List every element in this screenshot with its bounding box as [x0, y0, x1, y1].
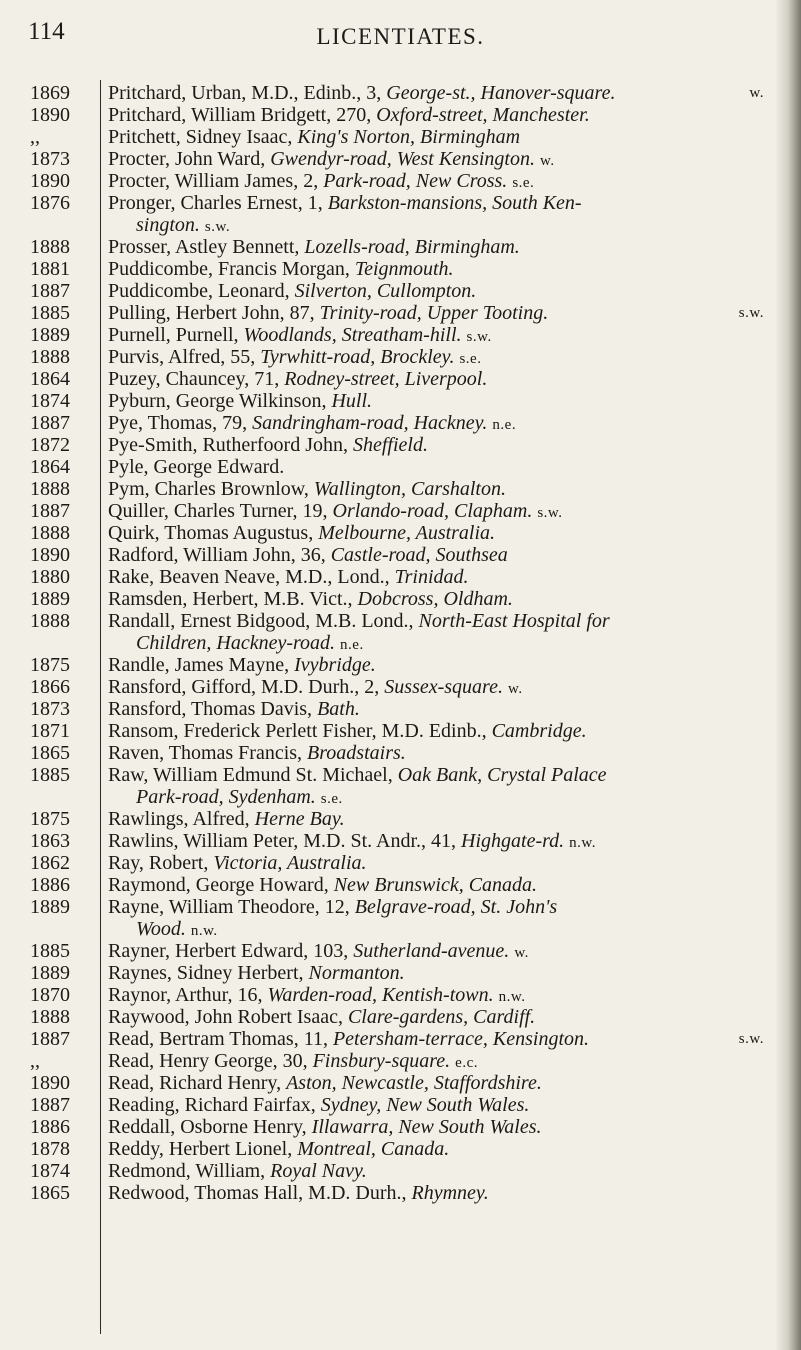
entry-name: Pritchett, Sidney Isaac, [108, 126, 293, 148]
entry-year: 1864 [30, 368, 70, 390]
entry-address: Gwendyr-road, West Kensington. [270, 148, 535, 170]
district-right: s.w. [738, 305, 764, 321]
entry-line [108, 104, 778, 126]
entry-address: Sydney, New South Wales. [320, 1094, 530, 1116]
year-gap [30, 214, 70, 236]
entry-year: ,, [30, 126, 40, 148]
entry-line [108, 1160, 778, 1182]
entry-year: 1880 [30, 566, 70, 588]
entry-year: 1871 [30, 720, 70, 742]
entry-year: 1869 [30, 82, 70, 104]
entry-line [108, 654, 778, 676]
entry-year: 1890 [30, 170, 70, 192]
entry-line [108, 258, 778, 280]
entry-line [108, 1050, 778, 1072]
entry-year: 1888 [30, 522, 70, 544]
entry-line [108, 676, 778, 698]
entry-year: 1889 [30, 896, 70, 918]
entry-year: 1888 [30, 478, 70, 500]
entry-address: Oak Bank, Crystal Palace [397, 764, 607, 786]
entry-address: Highgate-rd. [461, 830, 565, 852]
entry-address: Wallington, Carshalton. [313, 478, 506, 500]
entry-year: 1881 [30, 258, 70, 280]
entry-district: s.w. [466, 329, 492, 345]
entry-line [108, 148, 778, 170]
entry-district: s.w. [204, 219, 231, 235]
page-number: 114 [28, 18, 65, 45]
entry-year: 1873 [30, 698, 70, 720]
entry-address: New Brunswick, Canada. [333, 874, 538, 896]
entry-name: Rayner, Herbert Edward, 103, [108, 940, 349, 962]
entry-name: Pulling, Herbert John, 87, [108, 302, 315, 324]
entry-name: Ransom, Frederick Perlett Fisher, M.D. Edinb., [108, 720, 487, 742]
entry-address: Tyrwhitt-road, Brockley. [260, 346, 455, 368]
entry-line [108, 82, 778, 104]
entry-line [108, 500, 778, 522]
entry-line [108, 1138, 778, 1160]
entry-line [108, 742, 778, 764]
entry-name: Procter, William James, 2, [108, 170, 319, 192]
entry-name: Purnell, Purnell, [108, 324, 239, 346]
entry-district: n.e. [492, 417, 517, 433]
entry-year: 1874 [30, 1160, 70, 1182]
entry-address: Victoria, Australia. [213, 852, 367, 874]
entry-address: Petersham-terrace, Kensington. [332, 1028, 590, 1050]
entry-name: Purvis, Alfred, 55, [108, 346, 256, 368]
entry-name: Prosser, Astley Bennett, [108, 236, 300, 258]
entry-district: w. [514, 945, 529, 961]
entry-line [108, 434, 778, 456]
entry-year: 1889 [30, 962, 70, 984]
entry-year: 1878 [30, 1138, 70, 1160]
entry-name: Puddicombe, Francis Morgan, [108, 258, 350, 280]
entry-name: Reddall, Osborne Henry, [108, 1116, 307, 1138]
entry-line [108, 522, 778, 544]
entry-name: Pritchard, Urban, M.D., Edinb., 3, [108, 82, 382, 104]
entry-year: 1865 [30, 742, 70, 764]
entry-year: 1876 [30, 192, 70, 214]
entry-year: 1890 [30, 104, 70, 126]
year-column [30, 82, 70, 1204]
entry-year: 1887 [30, 280, 70, 302]
entry-name: Randall, Ernest Bidgood, M.B. Lond., [108, 610, 414, 632]
entry-name: Radford, William John, 36, [108, 544, 326, 566]
entry-line [108, 698, 778, 720]
entry-line [108, 940, 778, 962]
entry-name: Puddicombe, Leonard, [108, 280, 290, 302]
entry-address: Dobcross, Oldham. [357, 588, 513, 610]
entry-year: 1865 [30, 1182, 70, 1204]
entry-year: ,, [30, 1050, 40, 1072]
entry-name: Reading, Richard Fairfax, [108, 1094, 316, 1116]
entry-line [108, 280, 778, 302]
entry-address: Cambridge. [491, 720, 587, 742]
entry-address: Trinidad. [394, 566, 469, 588]
entry-name: Quiller, Charles Turner, 19, [108, 500, 328, 522]
entry-address: Clare-gardens, Cardiff. [347, 1006, 536, 1028]
entry-district: s.e. [512, 175, 535, 191]
entry-year: 1885 [30, 940, 70, 962]
entry-year: 1889 [30, 324, 70, 346]
entry-address: Aston, Newcastle, Staffordshire. [286, 1072, 542, 1094]
entry-address: Hull. [331, 390, 373, 412]
column-rule [100, 80, 101, 1334]
entry-address: sington. [136, 214, 200, 236]
entry-address: Melbourne, Australia. [318, 522, 496, 544]
entry-name: Pye, Thomas, 79, [108, 412, 248, 434]
entry-year: 1888 [30, 610, 70, 632]
entry-address: Herne Bay. [254, 808, 345, 830]
district-right: w. [749, 85, 764, 101]
entry-name: Raynes, Sidney Herbert, [108, 962, 304, 984]
entry-address: Lozells-road, Birmingham. [304, 236, 520, 258]
entry-line [108, 764, 778, 786]
entry-name: Procter, John Ward, [108, 148, 266, 170]
entry-line [108, 544, 778, 566]
entry-year: 1888 [30, 1006, 70, 1028]
entry-district: e.c. [455, 1055, 478, 1071]
entry-name: Raymond, George Howard, [108, 874, 329, 896]
entry-address: Sussex-square. [384, 676, 503, 698]
entry-line [108, 918, 778, 940]
entry-district: s.w. [537, 505, 563, 521]
entry-year: 1874 [30, 390, 70, 412]
entry-year: 1872 [30, 434, 70, 456]
entry-name: Raw, William Edmund St. Michael, [108, 764, 393, 786]
entry-name: Randle, James Mayne, [108, 654, 290, 676]
entry-line [108, 808, 778, 830]
entry-address: Belgrave-road, St. John's [354, 896, 558, 918]
entry-name: Rawlings, Alfred, [108, 808, 250, 830]
entry-line [108, 1006, 778, 1028]
entry-line [108, 214, 778, 236]
entry-line [108, 874, 778, 896]
entry-district: n.w. [190, 923, 218, 939]
entry-address: Park-road, Sydenham. [136, 786, 316, 808]
entry-name: Pyle, George Edward. [108, 456, 285, 478]
year-gap [30, 632, 70, 654]
entry-line [108, 566, 778, 588]
entry-address: Bath. [317, 698, 360, 720]
entry-line [108, 412, 778, 434]
entry-year: 1875 [30, 808, 70, 830]
entry-year: 1890 [30, 544, 70, 566]
entry-name: Ransford, Thomas Davis, [108, 698, 313, 720]
entry-name: Rake, Beaven Neave, M.D., Lond., [108, 566, 390, 588]
entry-address: King's Norton, Birmingham [297, 126, 521, 148]
entry-line [108, 1028, 778, 1050]
entry-name: Ray, Robert, [108, 852, 209, 874]
entry-line [108, 390, 778, 412]
entry-address: Children, Hackney-road. [136, 632, 336, 654]
entry-name: Reddy, Herbert Lionel, [108, 1138, 293, 1160]
entry-name: Raywood, John Robert Isaac, [108, 1006, 343, 1028]
entry-address: Trinity-road, Upper Tooting. [319, 302, 549, 324]
entry-address: Sutherland-avenue. [353, 940, 510, 962]
entry-address: Sandringham-road, Hackney. [252, 412, 488, 434]
entry-year: 1889 [30, 588, 70, 610]
page-edge-shadow [775, 0, 801, 1350]
entry-line [108, 346, 778, 368]
entry-line [108, 302, 778, 324]
entry-address: Broadstairs. [307, 742, 406, 764]
entry-line [108, 1116, 778, 1138]
entry-line [108, 236, 778, 258]
entry-line [108, 588, 778, 610]
entry-year: 1866 [30, 676, 70, 698]
entry-name: Ramsden, Herbert, M.B. Vict., [108, 588, 353, 610]
entry-line [108, 632, 778, 654]
entry-name: Raynor, Arthur, 16, [108, 984, 263, 1006]
entry-line [108, 170, 778, 192]
entry-line [108, 830, 778, 852]
entry-name: Pritchard, William Bridgett, 270, [108, 104, 372, 126]
entry-line [108, 456, 778, 478]
entry-address: North-East Hospital for [418, 610, 610, 632]
entry-name: Pym, Charles Brownlow, [108, 478, 309, 500]
entry-list [108, 82, 778, 1204]
entry-line [108, 192, 778, 214]
running-head: LICENTIATES. [316, 24, 485, 49]
entry-address: Ivybridge. [294, 654, 376, 676]
entry-district: s.e. [320, 791, 343, 807]
entry-name: Quirk, Thomas Augustus, [108, 522, 314, 544]
entry-address: Oxford-street, Manchester. [376, 104, 590, 126]
entry-year: 1888 [30, 236, 70, 258]
entry-address: Orlando-road, Clapham. [332, 500, 533, 522]
entry-year: 1888 [30, 346, 70, 368]
entry-year: 1886 [30, 1116, 70, 1138]
entry-name: Rawlins, William Peter, M.D. St. Andr., 41, [108, 830, 457, 852]
entry-district: w. [539, 153, 555, 169]
entry-year: 1864 [30, 456, 70, 478]
entry-year: 1870 [30, 984, 70, 1006]
entry-line [108, 126, 778, 148]
entry-address: Illawarra, New South Wales. [311, 1116, 542, 1138]
entry-district: w. [507, 681, 523, 697]
entry-name: Redwood, Thomas Hall, M.D. Durh., [108, 1182, 407, 1204]
entry-line [108, 1182, 778, 1204]
entry-address: Royal Navy. [270, 1160, 367, 1182]
entry-name: Pyburn, George Wilkinson, [108, 390, 327, 412]
entry-line [108, 896, 778, 918]
entry-address: Wood. [136, 918, 186, 940]
entry-year: 1885 [30, 302, 70, 324]
entry-line [108, 852, 778, 874]
entry-name: Pronger, Charles Ernest, 1, [108, 192, 323, 214]
entry-name: Pye-Smith, Rutherfoord John, [108, 434, 348, 456]
entry-name: Puzey, Chauncey, 71, [108, 368, 280, 390]
entry-year: 1886 [30, 874, 70, 896]
entry-line [108, 1072, 778, 1094]
entry-address: Finsbury-square. [312, 1050, 451, 1072]
entry-year: 1887 [30, 1094, 70, 1116]
entry-line [108, 610, 778, 632]
entry-line [108, 962, 778, 984]
entry-name: Rayne, William Theodore, 12, [108, 896, 350, 918]
year-gap [30, 918, 70, 940]
entry-name: Raven, Thomas Francis, [108, 742, 303, 764]
entry-year: 1887 [30, 412, 70, 434]
entry-address: Teignmouth. [354, 258, 454, 280]
entry-address: George-st., Hanover-square. [386, 82, 616, 104]
entry-year: 1862 [30, 852, 70, 874]
district-right: s.w. [738, 1031, 764, 1047]
entry-address: Warden-road, Kentish-town. [267, 984, 494, 1006]
entry-address: Castle-road, Southsea [330, 544, 508, 566]
entry-district: n.w. [569, 835, 597, 851]
entry-district: n.w. [498, 989, 526, 1005]
entry-address: Rhymney. [411, 1182, 489, 1204]
entry-year: 1885 [30, 764, 70, 786]
entry-year: 1887 [30, 500, 70, 522]
entry-year: 1863 [30, 830, 70, 852]
entry-line [108, 368, 778, 390]
entry-name: Read, Henry George, 30, [108, 1050, 308, 1072]
entry-year: 1890 [30, 1072, 70, 1094]
entry-name: Ransford, Gifford, M.D. Durh., 2, [108, 676, 380, 698]
entry-name: Read, Bertram Thomas, 11, [108, 1028, 328, 1050]
entry-year: 1887 [30, 1028, 70, 1050]
entry-year: 1873 [30, 148, 70, 170]
entry-address: Montreal, Canada. [297, 1138, 450, 1160]
entry-address: Woodlands, Streatham-hill. [243, 324, 462, 346]
year-gap [30, 786, 70, 808]
entry-address: Sheffield. [353, 434, 428, 456]
entry-name: Read, Richard Henry, [108, 1072, 282, 1094]
entry-line [108, 324, 778, 346]
entry-address: Rodney-street, Liverpool. [284, 368, 488, 390]
entry-address: Barkston-mansions, South Ken- [327, 192, 582, 214]
entry-line [108, 786, 778, 808]
entry-address: Normanton. [308, 962, 405, 984]
entry-line [108, 984, 778, 1006]
entry-year: 1875 [30, 654, 70, 676]
entry-address: Silverton, Cullompton. [294, 280, 477, 302]
entry-district: s.e. [459, 351, 482, 367]
entry-line [108, 1094, 778, 1116]
entry-district: n.e. [340, 637, 364, 653]
entry-name: Redmond, William, [108, 1160, 266, 1182]
entry-line [108, 478, 778, 500]
entry-address: Park-road, New Cross. [323, 170, 508, 192]
entry-line [108, 720, 778, 742]
